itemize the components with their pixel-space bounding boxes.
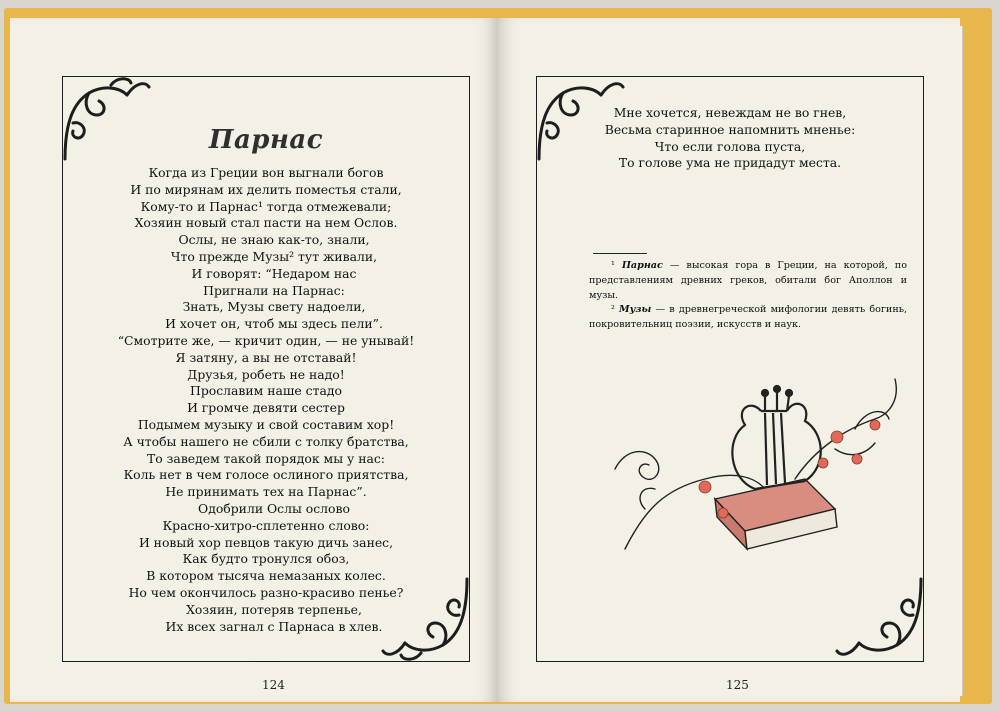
poem-line: Я затяну, а вы не отставай! xyxy=(175,349,357,365)
poem-line: Коль нет в чем голосе ослиного приятства, xyxy=(123,467,409,483)
footnote-text: — высокая гора в Греции, на которой, по представлениям древних греков, обитали бог Аполлон и музы. xyxy=(589,260,907,301)
poem-line: И новый хор певцов такую дичь занес, xyxy=(138,534,394,550)
poem-line: Но чем окончилось разно-красиво пенье? xyxy=(128,584,404,600)
moral-line: Мне хочется, невеждам не во гнев, xyxy=(613,105,847,120)
right-page xyxy=(498,18,960,702)
poem-line: Ослы, не знаю как-то, знали, xyxy=(178,232,370,248)
poem-line: И по мирянам их делить поместья стали, xyxy=(130,181,402,197)
poem-line: Что прежде Музы² тут живали, xyxy=(170,248,378,264)
footnote-marker: ¹ xyxy=(611,260,622,271)
poem-line: Пригнали на Парнас: xyxy=(203,282,345,298)
poem-line: Их всех загнал с Парнаса в хлев. xyxy=(165,618,383,634)
poem-title: Парнас xyxy=(208,125,324,155)
left-page-frame xyxy=(62,76,470,669)
left-page xyxy=(10,18,498,702)
footnote-text: — в древнегреческой мифологии девять богинь, покровительниц поэзии, искусств и наук. xyxy=(589,304,907,331)
book-icon xyxy=(715,479,837,549)
page-number-left: 124 xyxy=(262,678,285,692)
footnote xyxy=(589,259,907,303)
poem-line: Подымем музыку и свой составим хор! xyxy=(137,416,395,432)
footnote-marker: ² xyxy=(611,304,620,316)
moral-line: То голове ума не придадут места. xyxy=(618,155,842,171)
page-number-right: 125 xyxy=(726,678,749,692)
poem-line: Знать, Музы свету надоели, xyxy=(182,299,366,315)
footnote xyxy=(589,303,907,333)
footnote-rule xyxy=(593,253,647,254)
poem-line: Кому-то и Парнас¹ тогда отмежевали; xyxy=(140,198,392,214)
poem-line: Одобрили Ослы ослово xyxy=(198,500,350,516)
footnotes xyxy=(589,259,907,333)
poem-line: Не принимать тех на Парнас”. xyxy=(165,484,367,500)
lyre-on-book-with-flowers-icon xyxy=(605,359,905,559)
lyre-icon xyxy=(732,386,820,489)
poem-line: Как будто тронулся обоз, xyxy=(182,551,350,567)
poem-line: Прославим наше стадо xyxy=(190,383,342,399)
poem-line: Хозяин, потеряв терпенье, xyxy=(186,601,362,617)
poem-line: Когда из Греции вон выгнали богов xyxy=(148,165,384,180)
end-mark: —— xyxy=(253,653,279,669)
footnote-term: Парнас xyxy=(621,260,663,271)
poem-line: “Смотрите же, — кричит один, — не унывай! xyxy=(117,332,415,348)
poem-line: И говорят: “Недаром нас xyxy=(191,265,357,281)
moral-text xyxy=(537,105,923,172)
corner-ornament-bottom-right-icon xyxy=(835,573,927,665)
poem-line: Красно-хитро-сплетенно слово: xyxy=(162,517,370,533)
poem-line: То заведем такой порядок мы у нас: xyxy=(147,450,385,466)
poem-text xyxy=(63,165,469,670)
poem-line: Хозяин новый стал пасти на нем Ослов. xyxy=(134,215,398,231)
footnote-term: Музы xyxy=(619,304,652,316)
poem-line: А чтобы нашего не сбили с толку братства, xyxy=(123,433,409,449)
poem-line: В котором тысяча немазаных колес. xyxy=(146,568,386,584)
moral-line: Что если голова пуста, xyxy=(654,138,806,154)
right-page-frame xyxy=(536,76,924,662)
poem-line: И хочет он, чтоб мы здесь пели”. xyxy=(165,316,383,332)
poem-line: И громче девяти сестер xyxy=(187,400,345,416)
poem-line: Друзья, робеть не надо! xyxy=(187,366,345,382)
moral-line: Весьма старинное напомнить мненье: xyxy=(604,121,856,137)
